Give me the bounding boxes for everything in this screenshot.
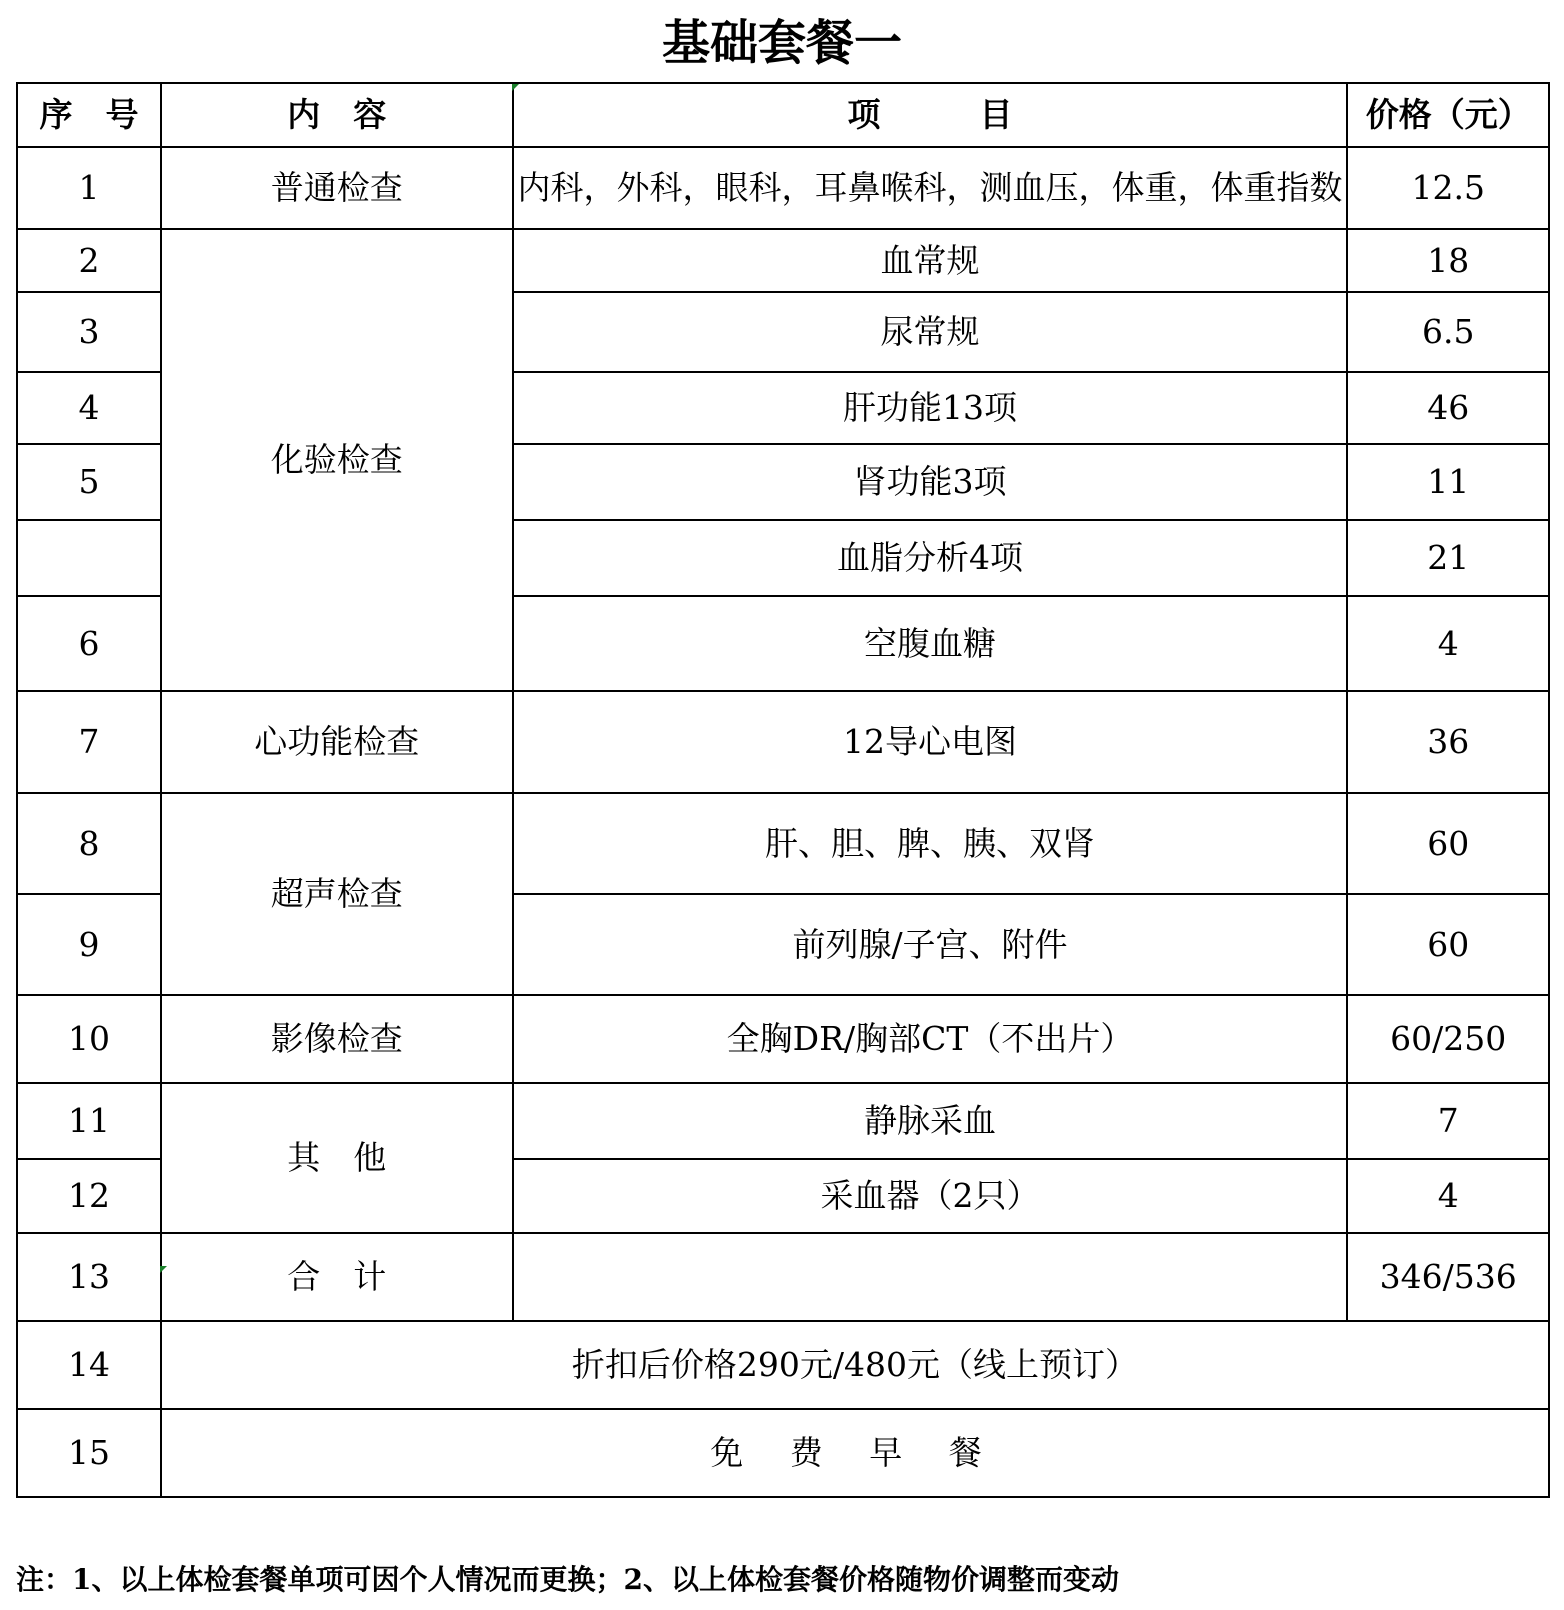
seq-cell: 13 [17, 1233, 161, 1321]
breakfast-cell: 免 费 早 餐 [161, 1409, 1549, 1497]
price-cell: 12.5 [1347, 147, 1549, 229]
item-cell: 血常规 [513, 229, 1348, 292]
price-cell: 346/536 [1347, 1233, 1549, 1321]
header-item: 项 目 [513, 83, 1348, 147]
item-cell: 内科，外科，眼科，耳鼻喉科，测血压，体重，体重指数 [513, 147, 1348, 229]
seq-cell: 6 [17, 596, 161, 691]
table-row [17, 147, 1549, 229]
table-row [17, 1083, 1549, 1159]
price-cell: 6.5 [1347, 292, 1549, 372]
content-cell: 合 计 [161, 1233, 513, 1321]
content-cell: 影像检查 [161, 995, 513, 1083]
item-cell: 尿常规 [513, 292, 1348, 372]
content-cell: 化验检查 [161, 229, 513, 691]
price-cell: 36 [1347, 691, 1549, 793]
seq-cell: 10 [17, 995, 161, 1083]
price-cell: 18 [1347, 229, 1549, 292]
seq-cell: 9 [17, 894, 161, 995]
seq-cell: 14 [17, 1321, 161, 1409]
content-cell: 普通检查 [161, 147, 513, 229]
seq-cell: 8 [17, 793, 161, 894]
cell-comment-marker [160, 1266, 167, 1273]
item-cell: 肾功能3项 [513, 444, 1348, 520]
package-table [16, 82, 1550, 1498]
seq-cell: 3 [17, 292, 161, 372]
seq-cell: 1 [17, 147, 161, 229]
table-row [17, 691, 1549, 793]
page-title: 基础套餐一 [661, 15, 902, 71]
header-row [17, 83, 1549, 147]
breakfast-row [17, 1409, 1549, 1497]
seq-cell: 5 [17, 444, 161, 520]
seq-cell: 2 [17, 229, 161, 292]
price-cell: 4 [1347, 596, 1549, 691]
seq-cell: 12 [17, 1159, 161, 1233]
table-row [17, 995, 1549, 1083]
item-cell: 静脉采血 [513, 1083, 1348, 1159]
content-cell: 其 他 [161, 1083, 513, 1233]
seq-cell: 15 [17, 1409, 161, 1497]
header-content: 内 容 [161, 83, 513, 147]
seq-cell: 4 [17, 372, 161, 444]
item-cell: 空腹血糖 [513, 596, 1348, 691]
price-cell: 60 [1347, 894, 1549, 995]
footnote: 注：1、以上体检套餐单项可因个人情况而更换；2、以上体检套餐价格随物价调整而变动 [16, 1563, 1119, 1596]
seq-cell [17, 520, 161, 596]
item-cell: 全胸DR/胸部CT（不出片） [513, 995, 1348, 1083]
content-cell: 超声检查 [161, 793, 513, 995]
cell-comment-marker [512, 84, 519, 91]
item-cell: 采血器（2只） [513, 1159, 1348, 1233]
item-cell [513, 1233, 1348, 1321]
price-cell: 4 [1347, 1159, 1549, 1233]
discount-cell: 折扣后价格290元/480元（线上预订） [161, 1321, 1549, 1409]
price-cell: 11 [1347, 444, 1549, 520]
item-cell: 肝、胆、脾、胰、双肾 [513, 793, 1348, 894]
item-cell: 前列腺/子宫、附件 [513, 894, 1348, 995]
price-cell: 60/250 [1347, 995, 1549, 1083]
table-row [17, 793, 1549, 894]
content-cell: 心功能检查 [161, 691, 513, 793]
seq-cell: 7 [17, 691, 161, 793]
item-cell: 血脂分析4项 [513, 520, 1348, 596]
header-seq: 序 号 [17, 83, 161, 147]
price-cell: 21 [1347, 520, 1549, 596]
price-cell: 60 [1347, 793, 1549, 894]
table-row [17, 229, 1549, 292]
price-cell: 7 [1347, 1083, 1549, 1159]
item-cell: 肝功能13项 [513, 372, 1348, 444]
seq-cell: 11 [17, 1083, 161, 1159]
header-price: 价格（元） [1347, 83, 1549, 147]
total-row [17, 1233, 1549, 1321]
price-cell: 46 [1347, 372, 1549, 444]
discount-row [17, 1321, 1549, 1409]
item-cell: 12导心电图 [513, 691, 1348, 793]
